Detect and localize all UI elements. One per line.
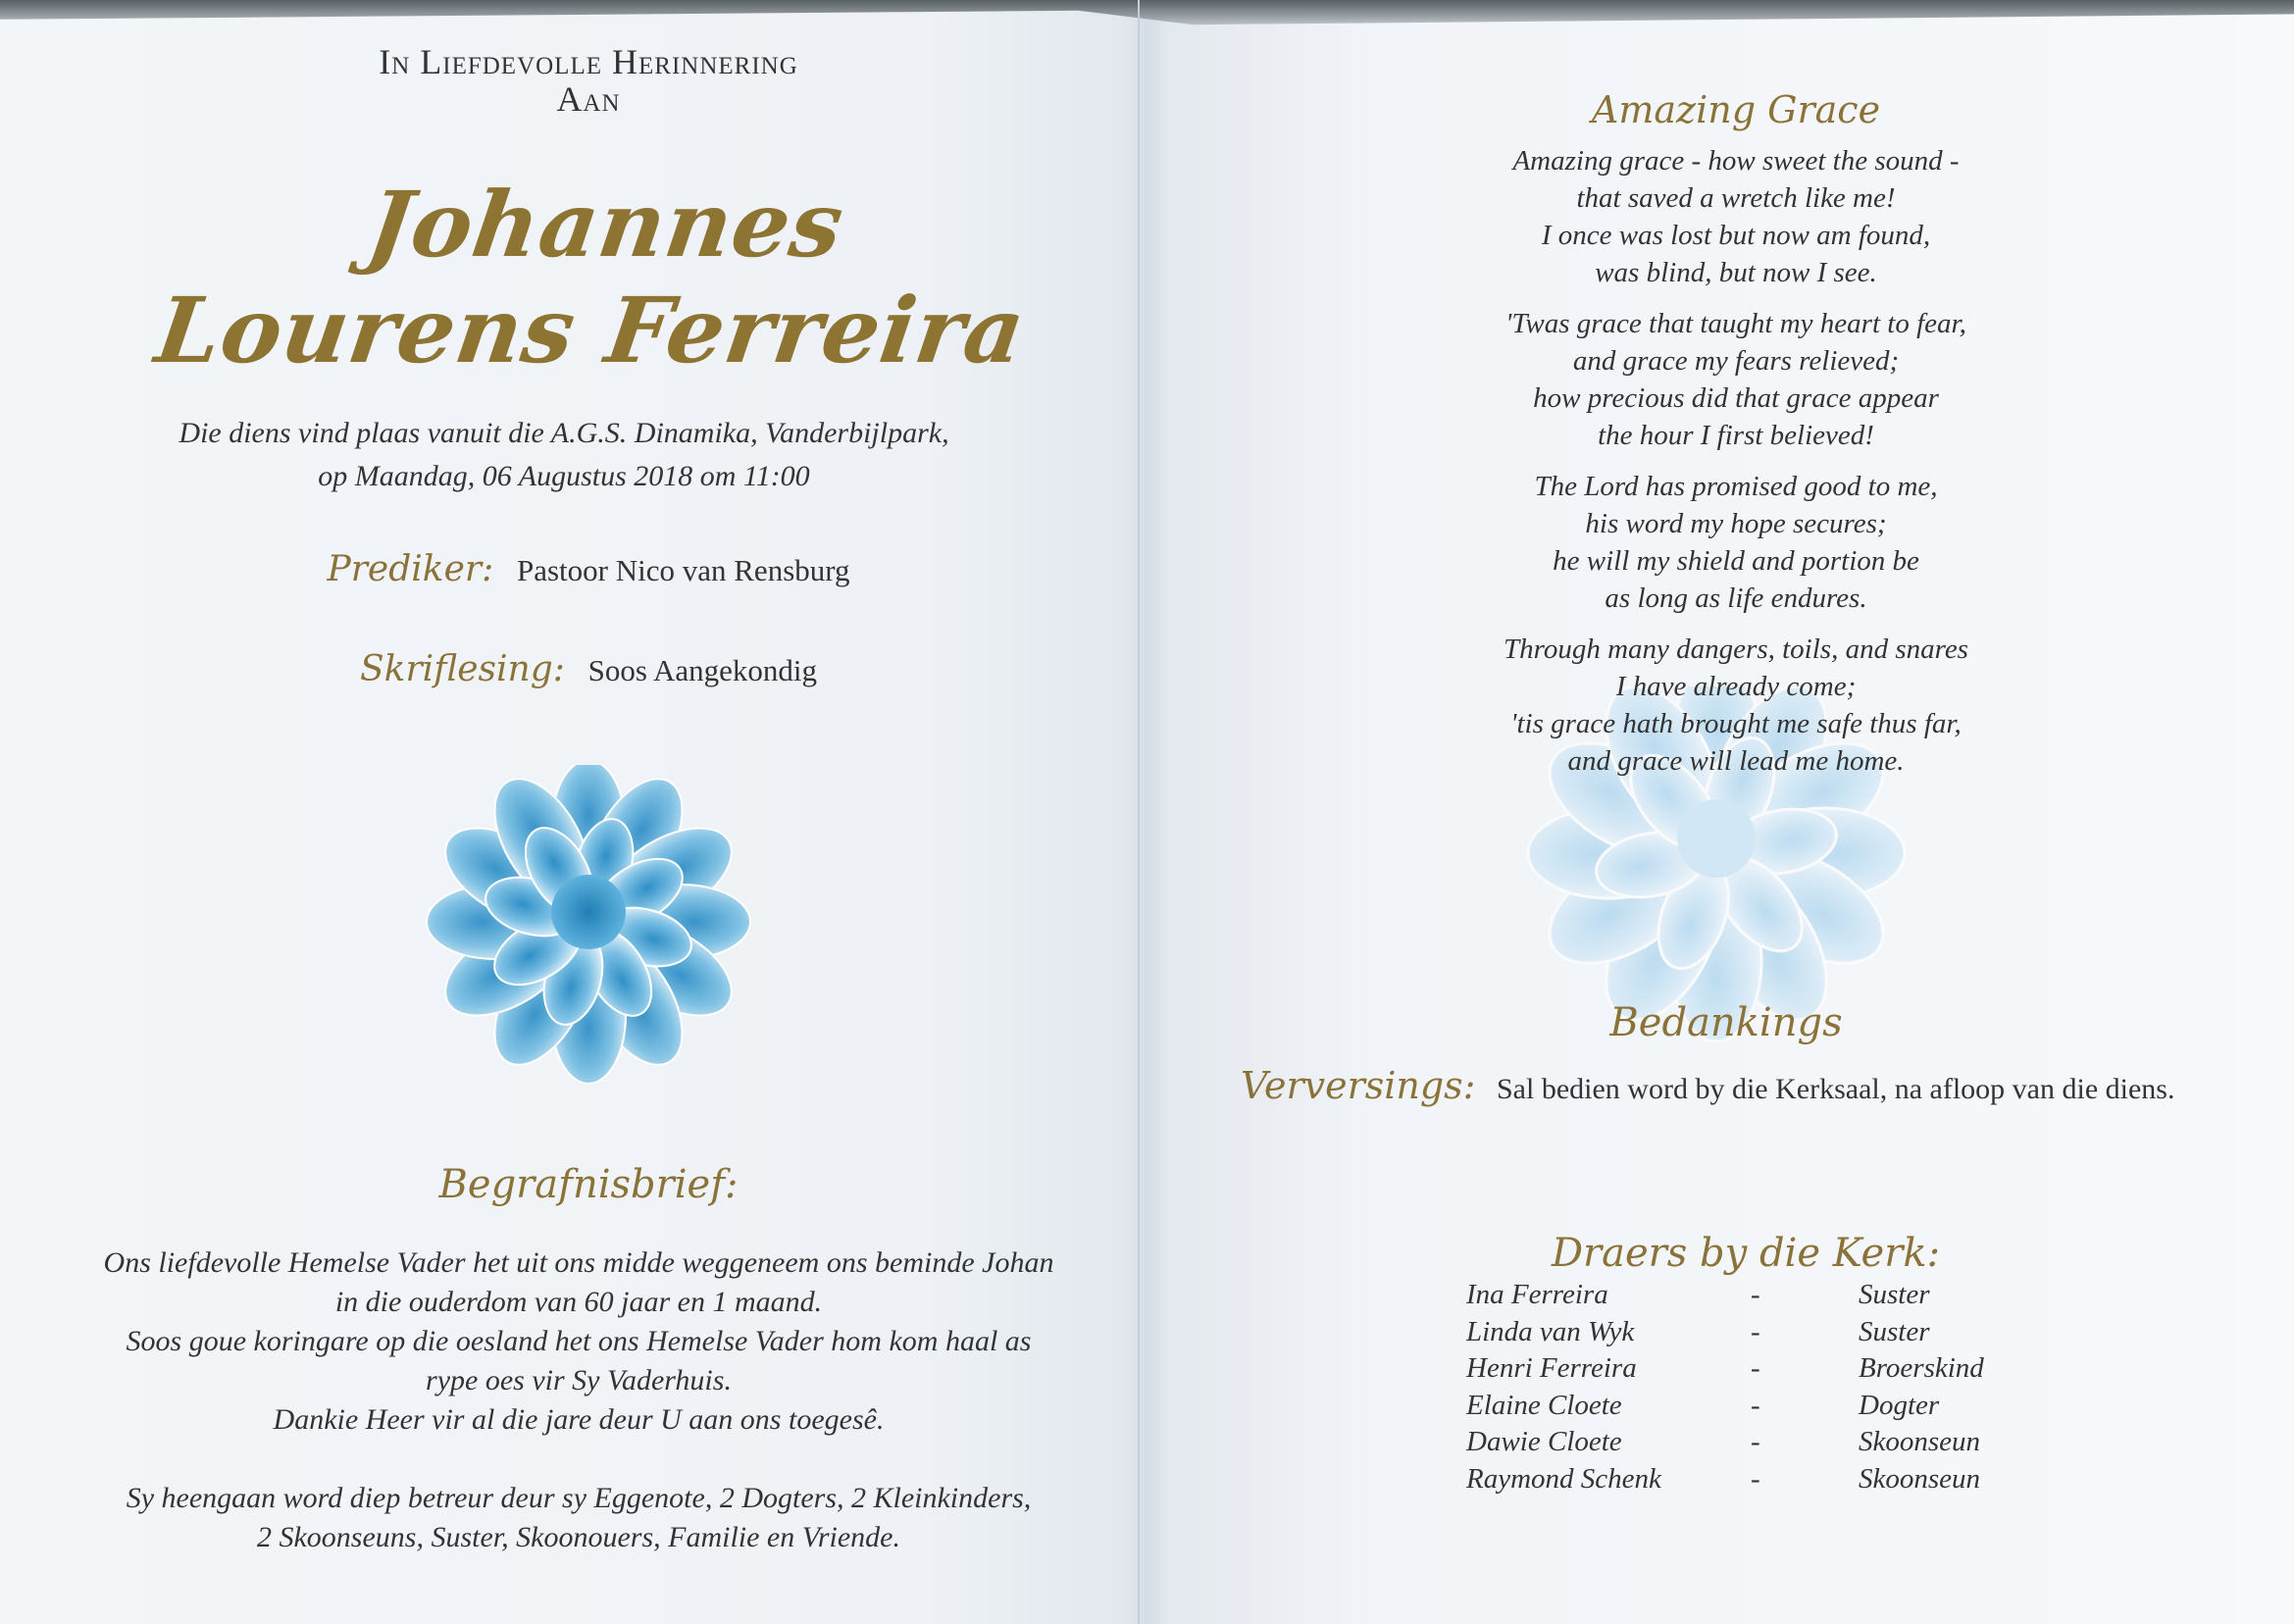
bearer-dash: - — [1751, 1426, 1760, 1458]
bearer-relation: Skoonseun — [1859, 1426, 1981, 1458]
obituary-line: in die ouderdom van 60 jaar en 1 maand. — [334, 1286, 823, 1318]
hymn-line: and grace my fears relieved; — [1572, 345, 1900, 377]
hymn-stanza — [1393, 631, 2079, 780]
hymn-line: was blind, but now I see. — [1595, 257, 1877, 288]
reading-line — [196, 649, 981, 689]
hymn-line: he will my shield and portion be — [1553, 545, 1919, 577]
obituary-line: 2 Skoonseuns, Suster, Skoonouers, Familie en Vriende. — [256, 1521, 900, 1553]
refreshments-value: Sal bedien word by die Kerksaal, na afloop van die diens. — [1497, 1073, 2175, 1105]
bearer-dash: - — [1751, 1462, 1760, 1495]
hymn-line: 'Twas grace that taught my heart to fear, — [1505, 308, 1966, 339]
obituary-line: Soos goue koringare op die oesland het ons Hemelse Vader hom kom haal as — [126, 1325, 1032, 1357]
deceased-name: Johannes Lourens Ferreira — [149, 172, 1032, 383]
hymn-line: and grace will lead me home. — [1567, 745, 1905, 777]
bearer-relation: Broerskind — [1859, 1352, 1984, 1385]
heading-line-2: Aan — [556, 79, 621, 119]
reading-label: Skriflesing: — [360, 649, 565, 689]
service-line-2: op Maandag, 06 Augustus 2018 om 11:00 — [318, 460, 810, 492]
left-page — [0, 0, 1138, 1624]
bearer-dash: - — [1751, 1352, 1760, 1385]
hymn-line: I once was lost but now am found, — [1541, 220, 1931, 251]
bearer-dash: - — [1751, 1279, 1760, 1311]
hymn-stanza — [1393, 142, 2079, 291]
bearer-row — [1466, 1350, 2055, 1388]
bearer-name: Raymond Schenk — [1466, 1462, 1661, 1495]
service-line-1: Die diens vind plaas vanuit die A.G.S. Dinamika, Vanderbijlpark, — [178, 417, 949, 449]
bearer-name: Ina Ferreira — [1466, 1279, 1608, 1311]
preacher-line — [196, 549, 981, 589]
hymn-line: how precious did that grace appear — [1533, 382, 1939, 414]
bearers-title: Draers by die Kerk: — [1551, 1231, 1941, 1276]
obituary-line: rype oes vir Sy Vaderhuis. — [426, 1364, 732, 1396]
blue-flower-icon — [392, 765, 785, 1089]
hymn-line: Amazing grace - how sweet the sound - — [1512, 145, 1960, 177]
bearer-row — [1466, 1461, 2055, 1498]
bearer-name: Elaine Cloete — [1466, 1389, 1622, 1421]
hymn-line: Through many dangers, toils, and snares — [1504, 634, 1968, 665]
bearer-row — [1466, 1388, 2055, 1425]
preacher-label: Prediker: — [327, 549, 494, 589]
refreshments-label: Verversings: — [1241, 1064, 1476, 1107]
refreshments-line — [1241, 1064, 2241, 1107]
hymn-line: the hour I first believed! — [1598, 420, 1874, 451]
bearer-row — [1466, 1277, 2055, 1314]
reading-value: Soos Aangekondig — [587, 653, 817, 687]
thanks-title: Bedankings — [1609, 1000, 1843, 1045]
hymn-line: 'tis grace hath brought me safe thus far, — [1510, 708, 1962, 739]
hymn-line: The Lord has promised good to me, — [1534, 471, 1938, 502]
obituary-line: Sy heengaan word diep betreur deur sy Eggenote, 2 Dogters, 2 Kleinkinders, — [126, 1482, 1032, 1514]
bearer-name: Linda van Wyk — [1466, 1315, 1635, 1347]
bearer-name: Henri Ferreira — [1466, 1352, 1637, 1385]
bearer-name: Dawie Cloete — [1466, 1426, 1622, 1458]
bearer-row — [1466, 1424, 2055, 1461]
hymn-title: Amazing Grace — [1591, 88, 1881, 131]
preacher-value: Pastoor Nico van Rensburg — [516, 553, 850, 587]
obituary-text — [78, 1243, 1079, 1557]
hymn-text — [1393, 142, 2079, 793]
bearer-dash: - — [1751, 1389, 1760, 1421]
bearers-list — [1466, 1277, 2055, 1497]
bearer-relation: Suster — [1859, 1315, 1930, 1347]
hymn-line: that saved a wretch like me! — [1576, 182, 1896, 214]
obituary-title: Begrafnisbrief: — [438, 1162, 739, 1207]
hymn-line: I have already come; — [1615, 671, 1857, 702]
hymn-line: as long as life endures. — [1605, 583, 1867, 614]
obituary-line: Ons liefdevolle Hemelse Vader het uit ons midde weggeneem ons beminde Johan — [103, 1246, 1054, 1279]
memorial-heading — [294, 43, 883, 118]
heading-line-1: In Liefdevolle Herinnering — [379, 42, 798, 81]
bearer-relation: Suster — [1859, 1279, 1930, 1311]
hymn-line: his word my hope secures; — [1585, 508, 1887, 539]
bearer-dash: - — [1751, 1315, 1760, 1347]
obituary-line: Dankie Heer vir al die jare deur U aan ons toegesê. — [273, 1403, 885, 1436]
bearer-relation: Dogter — [1859, 1389, 1940, 1421]
service-details — [147, 412, 981, 498]
paragraph-gap — [78, 1440, 1079, 1479]
bearer-relation: Skoonseun — [1859, 1462, 1981, 1495]
bearer-row — [1466, 1314, 2055, 1351]
hymn-stanza — [1393, 468, 2079, 617]
hymn-stanza — [1393, 305, 2079, 454]
